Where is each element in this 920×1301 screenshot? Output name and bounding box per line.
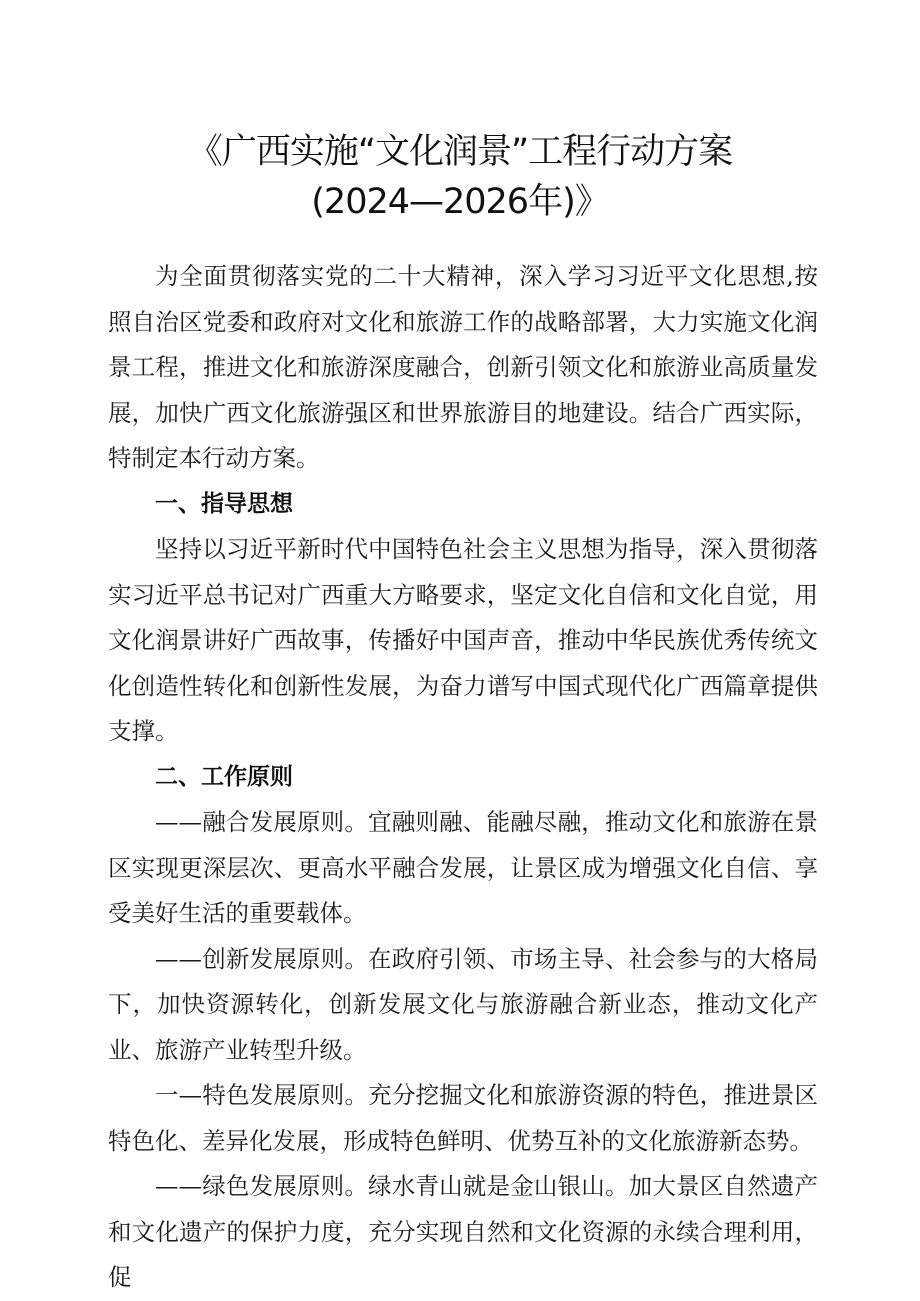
section-heading-work-principles: 二、工作原则 bbox=[155, 763, 293, 790]
document-body bbox=[108, 254, 818, 1301]
guiding-thought-paragraph: 坚持以习近平新时代中国特色社会主义思想为指导，深入贯彻落实习近平总书记对广西重大方略要求，坚定文化自信和文化自觉，用文化润景讲好广西故事，传播好中国声音，推动中华民族优秀传统文化创造性转化和创新性发展，为奋力谱写中国式现代化广西篇章提供支撑。 bbox=[108, 535, 818, 745]
principle-characteristic-paragraph: 一—特色发展原则。充分挖掘文化和旅游资源的特色，推进景区特色化、差异化发展，形成特色鲜明、优势互补的文化旅游新态势。 bbox=[108, 1081, 818, 1155]
principle-integration-paragraph: ——融合发展原则。宜融则融、能融尽融，推动文化和旅游在景区实现更深层次、更高水平融合发展，让景区成为增强文化自信、享受美好生活的重要载体。 bbox=[108, 808, 818, 927]
document-title-line-1: 《广西实施“文化润景”工程行动方案 bbox=[187, 132, 733, 172]
principle-innovation-paragraph: ——创新发展原则。在政府引领、市场主导、社会参与的大格局下，加快资源转化，创新发展文化与旅游融合新业态，推动文化产业、旅游产业转型升级。 bbox=[108, 944, 818, 1064]
section-heading-guiding-thought: 一、指导思想 bbox=[155, 490, 293, 517]
document-title-line-2: (2024—2026年)》 bbox=[311, 182, 609, 222]
intro-paragraph: 为全面贯彻落实党的二十大精神，深入学习习近平文化思想,按照自治区党委和政府对文化和旅游工作的战略部署，大力实施文化润景工程，推进文化和旅游深度融合，创新引领文化和旅游业高质量发展，加快广西文化旅游强区和世界旅游目的地建设。结合广西实际，特制定本行动方案。 bbox=[108, 262, 818, 472]
principle-green-paragraph: ——绿色发展原则。绿水青山就是金山银山。加大景区自然遗产和文化遗产的保护力度，充分实现自然和文化资源的永续合理利用，促 bbox=[108, 1172, 818, 1291]
